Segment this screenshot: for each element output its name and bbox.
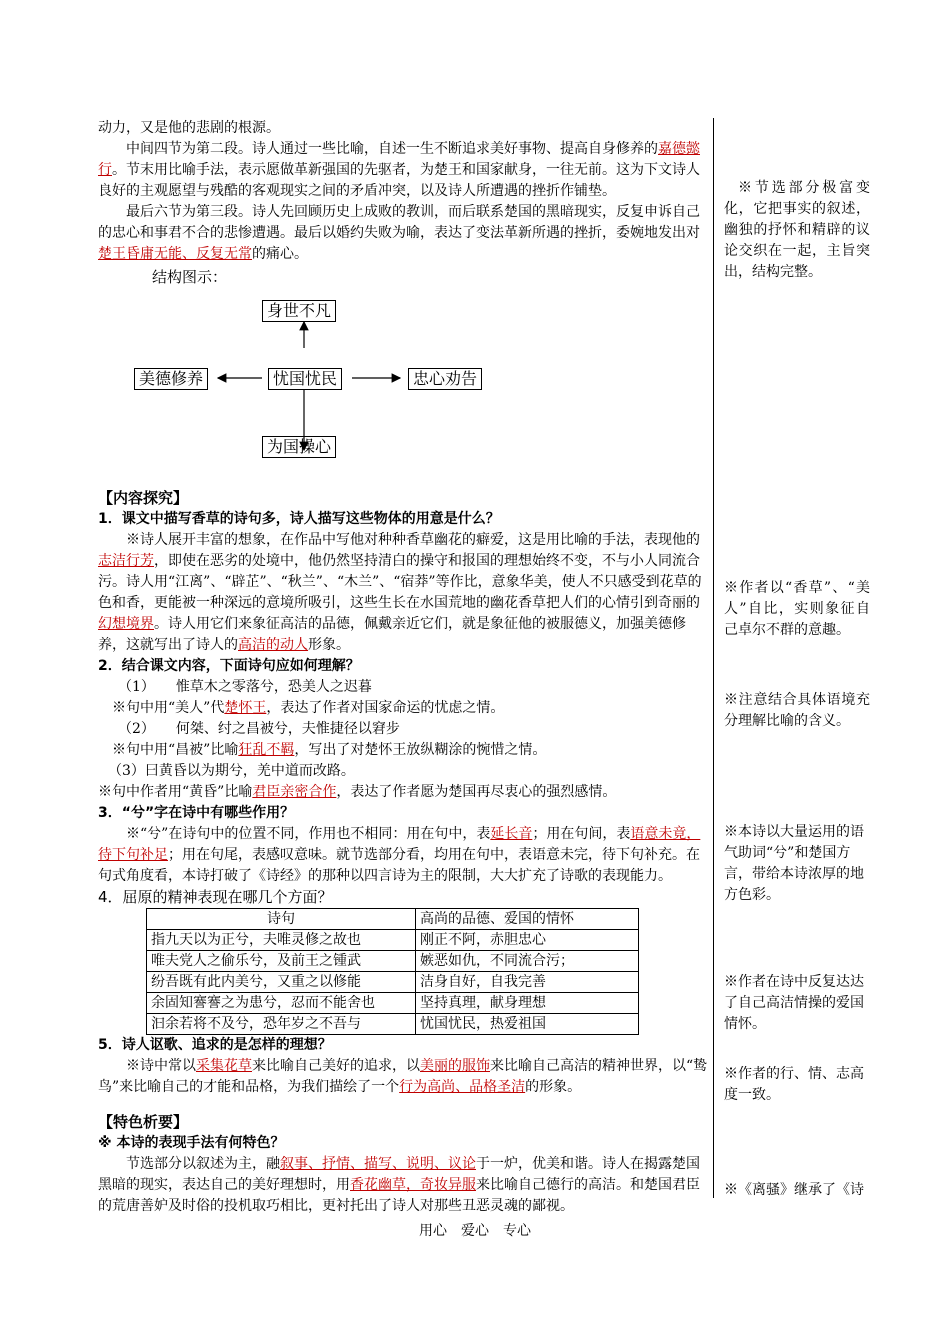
side-note-5: ※作者在诗中反复达达了自己高洁情操的爱国情怀。	[724, 974, 864, 1032]
highlight: 高洁的动人	[238, 637, 308, 653]
highlight: 嘉德懿行	[98, 141, 700, 178]
side-note-2: ※作者以“香草”、“美人”自比，实则象征自己卓尔不群的意趣。	[724, 580, 870, 638]
table-row	[147, 951, 639, 972]
side-note-7: ※《离骚》继承了《诗	[724, 1182, 864, 1198]
intro-line: 动力，又是他的悲剧的根源。	[98, 120, 280, 136]
question-1: 1．课文中描写香草的诗句多，诗人描写这些物体的用意是什么？	[98, 511, 500, 527]
side-note-6: ※作者的行、情、志高度一致。	[724, 1066, 864, 1103]
intro-para-3: 最后六节为第三段。诗人先回顾历史上成败的教训，而后联系楚国的黑暗现实，反复申诉自己的忠心和事君不合的悲惨遭遇。最后以婚约失败为喻，表达了变法革新所遇的挫折，委婉地发出对楚王昏庸无能、反复无常的痛心。	[98, 204, 700, 262]
structure-diagram	[98, 288, 710, 488]
highlight: 延长音	[490, 826, 533, 842]
highlight: 香花幽草，奇妆异服	[350, 1177, 476, 1193]
answer-2-2: ※句中用“昌被”比喻狂乱不羁，写出了对楚怀王放纵糊涂的惋惜之情。	[112, 742, 547, 758]
answer-2-3: ※句中作者用“黄昏”比喻君臣亲密合作，表达了作者愿为楚国再尽衷心的强烈感情。	[98, 784, 617, 800]
table-header-cell: 诗句	[147, 909, 416, 930]
spirit-table	[146, 908, 639, 1035]
question-4: 4．屈原的精神表现在哪几个方面？	[98, 888, 333, 906]
structure-label: 结构图示：	[152, 268, 228, 286]
table-cell: 纷吾既有此内美兮，又重之以修能	[147, 972, 416, 993]
verse-2: （2） 何桀、纣之昌被兮，夫惟捷径以窘步	[118, 721, 400, 737]
question-3: 3．“兮”字在诗中有哪些作用？	[98, 805, 295, 821]
column-divider	[713, 118, 714, 1198]
node-bottom: 为国操心	[262, 436, 336, 458]
table-cell: 嫉恶如仇，不同流合污；	[416, 951, 639, 972]
node-center: 忧国忧民	[268, 368, 342, 390]
highlight: 语意未竟，待下句补足	[98, 826, 701, 863]
table-header-row	[147, 909, 639, 930]
side-note-4: ※本诗以大量运用的语气助词“兮”和楚国方言，带给本诗浓厚的地方色彩。	[724, 824, 864, 903]
table-cell: 坚持真理，献身理想	[416, 993, 639, 1014]
highlight: 楚王昏庸无能、反复无常	[98, 246, 252, 262]
intro-para-2: 中间四节为第二段。诗人通过一些比喻，自述一生不断追求美好事物、提高自身修养的嘉德懿行。节末用比喻手法，表示愿做革新强国的先驱者，为楚王和国家献身，一往无前。这为下文诗人良好的主观愿望与残酷的客观现实之间的矛盾冲突，以及诗人所遭遇的挫折作铺垫。	[98, 141, 700, 199]
table-cell: 忧国忧民，热爱祖国	[416, 1014, 639, 1035]
highlight: 行为高尚、品格圣洁	[399, 1079, 526, 1095]
table-cell: 洁身自好，自我完善	[416, 972, 639, 993]
table-row	[147, 1014, 639, 1035]
table-cell: 唯夫党人之偷乐兮，及前王之锺武	[147, 951, 416, 972]
node-left: 美德修养	[134, 368, 208, 390]
question-5: 5．诗人讴歌、追求的是怎样的理想？	[98, 1037, 332, 1053]
answer-1: ※诗人展开丰富的想象，在作品中写他对种种香草幽花的癖爱，这是用比喻的手法，表现他的志洁行芳，即使在恶劣的处境中，他仍然坚持清白的操守和报国的理想始终不变，不与小人同流合污。诗人用“江离”、“辟芷”、“秋兰”、“木兰”、“宿莽”等作比，意象华美，使人不只感受到花草的色和香，更能被一种深远的意境所吸引，这些生长在水国荒地的幽花香草把人们的心情引到奇丽的幻想境界。诗人用它们来象征高洁的品德，佩戴亲近它们，就是象征他的被服德义，加强美德修养，这就写出了诗人的高洁的动人形象。	[98, 532, 702, 653]
verse-1: （1） 惟草木之零落兮，恐美人之迟暮	[118, 679, 372, 695]
node-right: 忠心劝告	[408, 368, 482, 390]
highlight: 狂乱不羁	[238, 742, 295, 758]
table-header-cell: 高尚的品德、爱国的情怀	[416, 909, 639, 930]
highlight: 楚怀王	[224, 700, 267, 716]
answer-2-1: ※句中用“美人”代楚怀王，表达了作者对国家命运的忧虑之情。	[112, 700, 505, 716]
highlight: 幻想境界	[98, 616, 154, 632]
highlight: 美丽的服饰	[420, 1058, 490, 1074]
table-cell: 刚正不阿，赤胆忠心	[416, 930, 639, 951]
answer-3: ※“兮”在诗句中的位置不同，作用也不相同：用在句中，表延长音；用在句间，表语意未竟，待下句补足；用在句尾，表感叹意味。就节选部分看，均用在句中，表语意未完，待下句补充。在句式角度看，本诗打破了《诗经》的那种以四言诗为主的限制，大大扩充了诗歌的表现能力。	[98, 826, 701, 884]
answer-5: ※诗中常以采集花草来比喻自己美好的追求，以美丽的服饰来比喻自己高洁的精神世界，以“鸷鸟”来比喻自己的才能和品格，为我们描绘了一个行为高尚、品格圣洁的形象。	[98, 1058, 708, 1095]
table-row	[147, 993, 639, 1014]
highlight: 志洁行芳	[98, 553, 154, 569]
table-cell: 指九天以为正兮，夫唯灵修之故也	[147, 930, 416, 951]
side-note-1: ※节选部分极富变化，它把事实的叙述，幽独的抒怀和精辟的议论交织在一起，主旨突出，结构完整。	[724, 180, 870, 280]
highlight: 叙事、抒情、描写、说明、议论	[280, 1156, 476, 1172]
section-heading-features: 【特色析要】	[98, 1113, 189, 1131]
page-footer: 用心 爱心 专心	[419, 1223, 531, 1239]
main-column	[98, 118, 710, 1217]
features-question: ※ 本诗的表现手法有何特色？	[98, 1135, 285, 1151]
highlight: 君臣亲密合作	[252, 784, 337, 800]
table-row	[147, 930, 639, 951]
features-answer: 节选部分以叙述为主，融叙事、抒情、描写、说明、议论于一炉，优美和谐。诗人在揭露楚国黑暗的现实，表达自己的美好理想时，用香花幽草，奇妆异服来比喻自己德行的高洁。和楚国君臣的荒唐善妒及时俗的投机取巧相比，更衬托出了诗人对那些丑恶灵魂的鄙视。	[98, 1156, 700, 1214]
verse-3: （3）曰黄昏以为期兮，羌中道而改路。	[108, 763, 355, 779]
table-cell: 余固知謇謇之为患兮，忍而不能舍也	[147, 993, 416, 1014]
question-2: 2．结合课文内容，下面诗句应如何理解？	[98, 658, 360, 674]
side-note-3: ※注意结合具体语境充分理解比喻的含义。	[724, 692, 870, 729]
section-heading-explore: 【内容探究】	[98, 489, 189, 507]
node-top: 身世不凡	[262, 300, 336, 322]
table-cell: 汩余若将不及兮，恐年岁之不吾与	[147, 1014, 416, 1035]
highlight: 采集花草	[196, 1058, 252, 1074]
table-row	[147, 972, 639, 993]
